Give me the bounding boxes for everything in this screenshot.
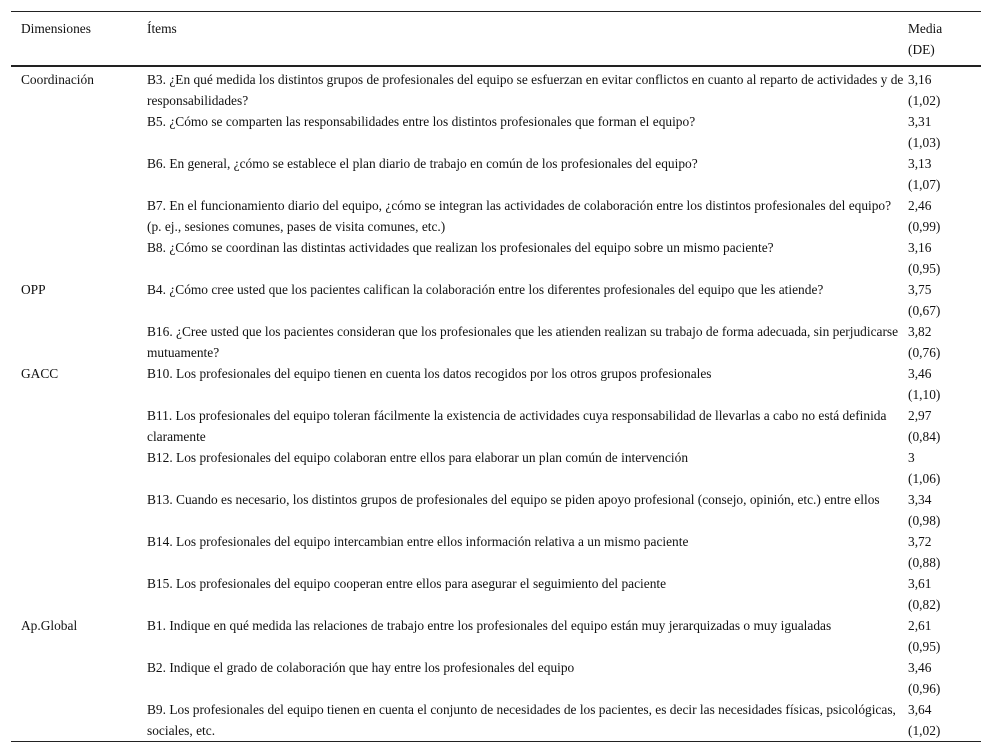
table-row [11, 489, 981, 531]
sd-value: (1,07) [908, 177, 941, 192]
sd-value: (0,95) [908, 261, 941, 276]
mean-sd-cell [908, 615, 981, 657]
mean-sd-cell [908, 237, 981, 279]
dimension-cell [11, 237, 147, 279]
sd-value: (1,02) [908, 723, 941, 738]
mean-sd-cell [908, 321, 981, 363]
dimension-cell: GACC [21, 366, 59, 381]
mean-value: 3,64 [908, 702, 932, 717]
mean-sd-cell [908, 573, 981, 615]
sd-value: (0,84) [908, 429, 941, 444]
table-row [11, 237, 981, 279]
mean-sd-cell [908, 531, 981, 573]
item-cell: B15. Los profesionales del equipo cooperan entre ellos para asegurar el seguimiento del paciente [147, 576, 667, 591]
mean-sd-cell [908, 66, 981, 111]
item-cell: B2. Indique el grado de colaboración que hay entre los profesionales del equipo [147, 660, 575, 675]
table-row [11, 657, 981, 699]
item-cell: B5. ¿Cómo se comparten las responsabilidades entre los distintos profesionales que forman el equipo? [147, 114, 696, 129]
mean-sd-cell [908, 699, 981, 742]
dimension-cell [11, 321, 147, 363]
dimension-cell [11, 405, 147, 447]
header-de-label: (DE) [908, 42, 935, 57]
sd-value: (1,03) [908, 135, 941, 150]
sd-value: (1,02) [908, 93, 941, 108]
dimension-cell [11, 699, 147, 742]
sd-value: (0,98) [908, 513, 941, 528]
sd-value: (1,10) [908, 387, 941, 402]
table-row [11, 195, 981, 237]
dimension-cell [11, 489, 147, 531]
dimension-cell: Ap.Global [21, 618, 78, 633]
table-row [11, 279, 981, 321]
item-cell: B12. Los profesionales del equipo colaboran entre ellos para elaborar un plan común de intervención [147, 450, 689, 465]
table-row [11, 363, 981, 405]
header-dimension: Dimensiones [11, 12, 147, 67]
header-media-label: Media [908, 21, 943, 36]
dimension-cell [11, 531, 147, 573]
mean-value: 3,46 [908, 366, 932, 381]
mean-sd-cell [908, 489, 981, 531]
sd-value: (0,67) [908, 303, 941, 318]
sd-value: (0,88) [908, 555, 941, 570]
table-row [11, 111, 981, 153]
mean-value: 3,13 [908, 156, 932, 171]
dimension-cell [11, 573, 147, 615]
item-cell: B16. ¿Cree usted que los pacientes consideran que los profesionales que les atienden realizan su trabajo de forma adecuada, sin perjudicarse mutuamente? [147, 324, 899, 360]
sd-value: (0,99) [908, 219, 941, 234]
sd-value: (0,96) [908, 681, 941, 696]
mean-value: 3,61 [908, 576, 932, 591]
table-row [11, 153, 981, 195]
item-cell: B13. Cuando es necesario, los distintos grupos de profesionales del equipo se piden apoyo profesional (consejo, opinión, etc.) entre ellos [147, 492, 880, 507]
item-cell: B9. Los profesionales del equipo tienen en cuenta el conjunto de necesidades de los pacientes, es decir las necesidades físicas, psicológicas, sociales, etc. [147, 702, 896, 738]
table-row [11, 405, 981, 447]
item-cell: B7. En el funcionamiento diario del equipo, ¿cómo se integran las actividades de colaboración entre los distintos profesionales del equipo? (p. ej., sesiones comunes, pases de visita comunes, etc.) [147, 198, 892, 234]
mean-sd-cell [908, 195, 981, 237]
mean-value: 3 [908, 450, 915, 465]
mean-value: 3,75 [908, 282, 932, 297]
item-cell: B8. ¿Cómo se coordinan las distintas actividades que realizan los profesionales del equipo sobre un mismo paciente? [147, 240, 774, 255]
mean-value: 3,82 [908, 324, 932, 339]
sd-value: (0,76) [908, 345, 941, 360]
mean-sd-cell [908, 447, 981, 489]
item-cell: B6. En general, ¿cómo se establece el plan diario de trabajo en común de los profesionales del equipo? [147, 156, 698, 171]
results-table [11, 11, 981, 742]
table-row [11, 447, 981, 489]
mean-sd-cell [908, 279, 981, 321]
header-media [908, 12, 981, 67]
mean-value: 3,34 [908, 492, 932, 507]
item-cell: B4. ¿Cómo cree usted que los pacientes califican la colaboración entre los diferentes profesionales del equipo que les atiende? [147, 282, 824, 297]
mean-value: 3,72 [908, 534, 932, 549]
mean-value: 3,46 [908, 660, 932, 675]
mean-sd-cell [908, 153, 981, 195]
mean-value: 3,31 [908, 114, 932, 129]
header-row [11, 12, 981, 67]
mean-value: 2,46 [908, 198, 932, 213]
sd-value: (0,95) [908, 639, 941, 654]
header-item: Ítems [147, 12, 908, 67]
item-cell: B1. Indique en qué medida las relaciones de trabajo entre los profesionales del equipo están muy jerarquizadas o muy igualadas [147, 618, 832, 633]
table-row [11, 699, 981, 742]
dimension-cell [11, 657, 147, 699]
table-row [11, 66, 981, 111]
mean-value: 3,16 [908, 240, 932, 255]
item-cell: B10. Los profesionales del equipo tienen en cuenta los datos recogidos por los otros grupos profesionales [147, 366, 712, 381]
mean-sd-cell [908, 657, 981, 699]
table-row [11, 531, 981, 573]
sd-value: (0,82) [908, 597, 941, 612]
table-row [11, 573, 981, 615]
mean-value: 2,97 [908, 408, 932, 423]
dimension-cell: Coordinación [21, 72, 94, 87]
table-row [11, 321, 981, 363]
sd-value: (1,06) [908, 471, 941, 486]
table-row [11, 615, 981, 657]
dimension-cell: OPP [21, 282, 46, 297]
dimension-cell [11, 111, 147, 153]
dimension-cell [11, 195, 147, 237]
dimension-cell [11, 447, 147, 489]
mean-value: 2,61 [908, 618, 932, 633]
mean-sd-cell [908, 405, 981, 447]
item-cell: B11. Los profesionales del equipo toleran fácilmente la existencia de actividades cuya responsabilidad de llevarlas a cabo no está definida claramente [147, 408, 887, 444]
item-cell: B14. Los profesionales del equipo intercambian entre ellos información relativa a un mismo paciente [147, 534, 689, 549]
mean-sd-cell [908, 363, 981, 405]
table-body [11, 66, 981, 742]
dimension-cell [11, 153, 147, 195]
mean-sd-cell [908, 111, 981, 153]
item-cell: B3. ¿En qué medida los distintos grupos de profesionales del equipo se esfuerzan en evitar conflictos en cuanto al reparto de actividades y de responsabilidades? [147, 72, 904, 108]
mean-value: 3,16 [908, 72, 932, 87]
